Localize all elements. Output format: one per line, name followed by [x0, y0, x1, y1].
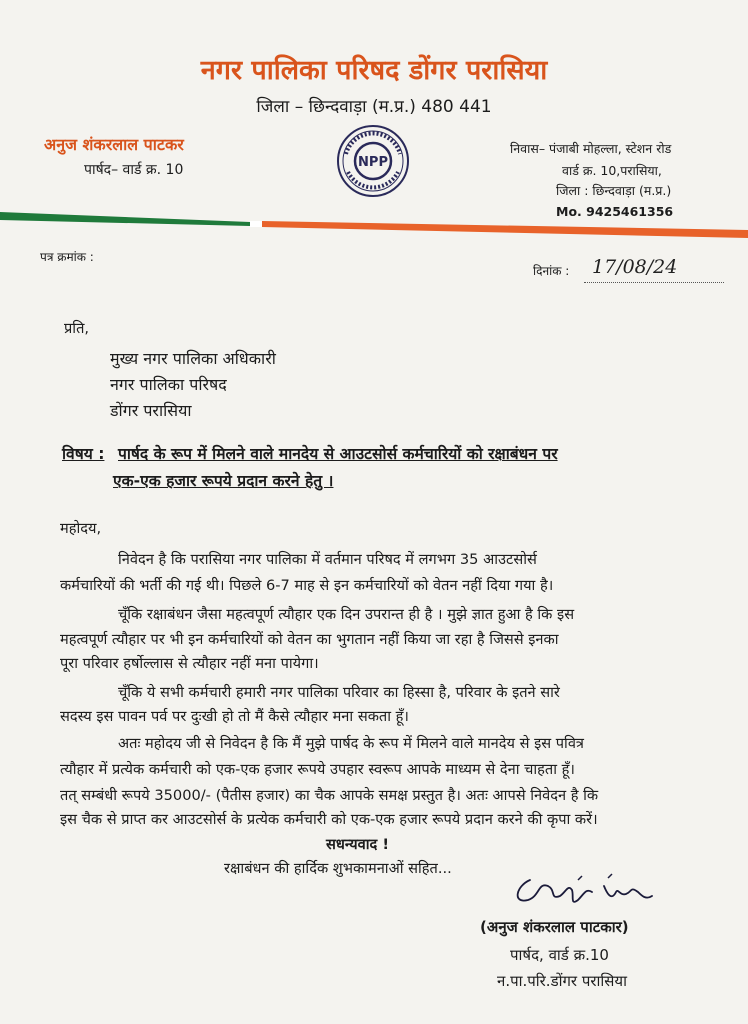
signatory-name: (अनुज शंकरलाल पाटकार) — [480, 918, 629, 936]
body-line: महत्वपूर्ण त्यौहार पर भी इन कर्मचारियों को वेतन का भुगतान नहीं किया जा रहा है जिससे इनका — [60, 631, 559, 648]
seal-text: NPP — [358, 155, 388, 170]
municipal-seal-icon — [336, 124, 410, 198]
signatory-organisation: न.पा.परि.डोंगर परासिया — [497, 972, 627, 990]
councillor-name: अनुज शंकरलाल पाटकर — [44, 135, 184, 154]
body-salutation: महोदय, — [60, 520, 102, 537]
body-line: कर्मचारियों की भर्ती की गई थी। पिछले 6-7 माह से इन कर्मचारियों को वेतन नहीं दिया गया है। — [60, 577, 554, 594]
body-line: चूँकि ये सभी कर्मचारी हमारी नगर पालिका परिवार का हिस्सा है, परिवार के इतने सारे — [118, 684, 560, 701]
mobile-number: Mo. 9425461356 — [556, 204, 674, 219]
addressee-line-2: नगर पालिका परिषद — [110, 375, 227, 394]
date-label: दिनांक : — [533, 264, 570, 278]
subject-line-2: एक-एक हजार रूपये प्रदान करने हेतु । — [113, 472, 334, 490]
body-line: त्यौहार में प्रत्येक कर्मचारी को एक-एक हजार रूपये उपहार स्वरूप आपके माध्यम से देना चाहता हूँ। — [60, 761, 575, 778]
band-white — [250, 221, 262, 227]
residence-line-3: जिला : छिन्दवाड़ा (म.प्र.) — [556, 183, 672, 198]
thanks-text: सधन्यवाद ! — [326, 836, 389, 853]
letterhead-district: जिला – छिन्दवाड़ा (म.प्र.) 480 441 — [256, 97, 492, 117]
addressee-line-1: मुख्य नगर पालिका अधिकारी — [110, 349, 276, 368]
letter-number-label: पत्र क्रमांक : — [40, 250, 94, 264]
subject-line-1: पार्षद के रूप में मिलने वाले मानदेय से आउटसोर्स कर्मचारियों को रक्षाबंधन पर — [118, 445, 558, 463]
signatory-designation: पार्षद, वार्ड क्र.10 — [510, 946, 609, 964]
residence-line-2: वार्ड क्र. 10,परासिया, — [562, 163, 662, 178]
band-green — [0, 212, 250, 226]
addressee-line-3: डोंगर परासिया — [110, 401, 192, 420]
subject-label: विषय : — [62, 445, 105, 463]
body-line: चूँकि रक्षाबंधन जैसा महत्वपूर्ण त्यौहार एक दिन उपरान्त ही है । मुझे ज्ञात हुआ है कि इस — [118, 606, 575, 623]
letterhead-title: नगर पालिका परिषद डोंगर परासिया — [200, 55, 548, 86]
councillor-ward: पार्षद– वार्ड क्र. 10 — [84, 162, 184, 178]
handwritten-signature — [508, 866, 658, 912]
body-line: अतः महोदय जी से निवेदन है कि मैं मुझे पार्षद के रूप में मिलने वाले मानदेय से इस पवित्र — [118, 735, 584, 752]
body-line: इस चैक से प्राप्त कर आउटसोर्स के प्रत्येक कर्मचारी को एक-एक हजार रूपये प्रदान करने की कृपा करें। — [60, 811, 598, 828]
band-saffron — [262, 221, 748, 238]
date-value: 17/08/24 — [592, 256, 678, 278]
date-underline — [584, 282, 724, 283]
body-line: सदस्य इस पावन पर्व पर दुःखी हो तो मैं कैसे त्यौहार मना सकता हूँ। — [60, 708, 409, 725]
tricolour-band — [0, 208, 748, 238]
body-line: तत् सम्बंधी रूपये 35000/- (पैतीस हजार) का चैक आपके समक्ष प्रस्तुत है। अतः आपसे निवेदन है कि — [60, 787, 599, 804]
salutation-to: प्रति, — [64, 320, 90, 337]
body-line: निवेदन है कि परासिया नगर पालिका में वर्तमान परिषद में लगभग 35 आउटसोर्स — [118, 551, 537, 568]
residence-line-1: निवास– पंजाबी मोहल्ला, स्टेशन रोड — [510, 141, 672, 156]
festival-wishes: रक्षाबंधन की हार्दिक शुभकामनाओं सहित... — [224, 860, 452, 877]
body-line: पूरा परिवार हर्षोल्लास से त्यौहार नहीं मना पायेगा। — [60, 655, 319, 672]
